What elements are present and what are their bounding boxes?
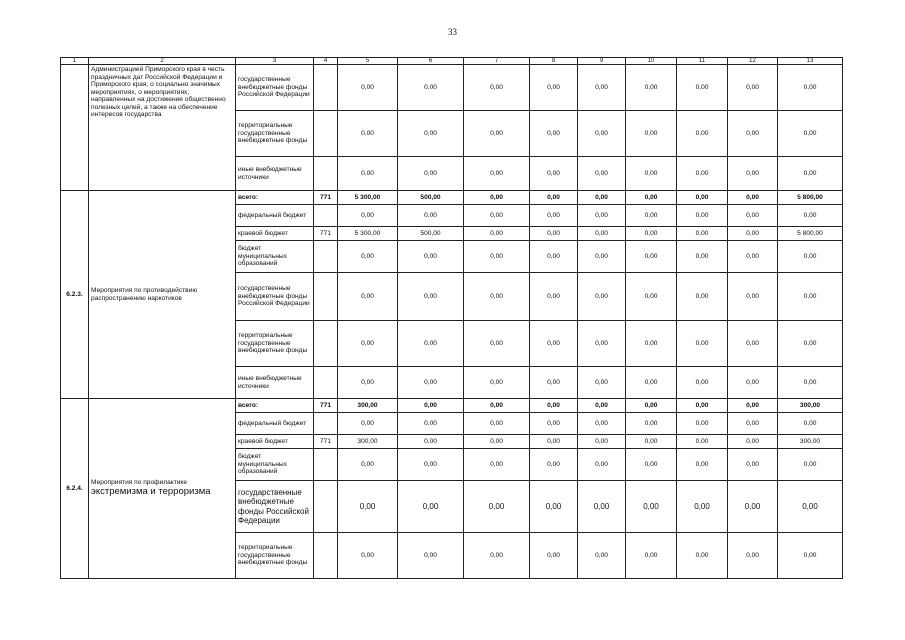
amount-cell: 0,00 [728,449,778,481]
amount-cell: 0,00 [530,157,578,191]
funding-source: иные внебюджетные источники [236,367,314,399]
amount-cell: 0,00 [578,227,626,241]
amount-cell: 0,00 [578,367,626,399]
column-header: 1 [61,58,89,65]
amount-cell: 0,00 [728,321,778,367]
table-body [61,65,843,579]
column-header: 11 [677,58,728,65]
amount-cell: 0,00 [728,191,778,205]
amount-cell: 0,00 [578,435,626,449]
amount-cell: 0,00 [778,65,843,111]
amount-cell: 0,00 [530,191,578,205]
section-name [89,65,236,191]
amount-cell: 500,00 [398,191,464,205]
amount-cell: 5 300,00 [338,227,398,241]
page-number: 33 [448,27,457,37]
column-header: 5 [338,58,398,65]
amount-cell: 0,00 [778,205,843,227]
amount-cell: 0,00 [778,273,843,321]
column-header: 8 [530,58,578,65]
amount-cell: 0,00 [338,321,398,367]
amount-cell: 0,00 [530,227,578,241]
amount-cell: 0,00 [398,157,464,191]
amount-cell: 0,00 [728,227,778,241]
amount-cell: 0,00 [626,413,677,435]
funding-source: территориальные государственные внебюджетные фонды [236,321,314,367]
amount-cell: 0,00 [578,157,626,191]
amount-cell: 0,00 [464,157,530,191]
amount-cell: 0,00 [338,65,398,111]
amount-cell: 0,00 [398,205,464,227]
amount-cell: 0,00 [578,111,626,157]
column-header: 4 [314,58,338,65]
amount-cell: 0,00 [728,367,778,399]
amount-cell: 0,00 [338,273,398,321]
amount-cell: 0,00 [728,273,778,321]
column-header: 7 [464,58,530,65]
amount-cell: 0,00 [578,273,626,321]
section-name [89,191,236,399]
amount-cell: 0,00 [398,435,464,449]
amount-cell: 0,00 [530,399,578,413]
amount-cell: 0,00 [530,413,578,435]
amount-cell: 0,00 [464,449,530,481]
amount-cell: 0,00 [578,399,626,413]
amount-cell: 0,00 [778,413,843,435]
amount-cell: 0,00 [398,273,464,321]
funding-source: государственные внебюджетные фонды Российской Федерации [236,273,314,321]
budget-code [314,449,338,481]
amount-cell: 0,00 [677,273,728,321]
amount-cell: 0,00 [464,533,530,579]
amount-cell: 0,00 [398,111,464,157]
funding-source: государственные внебюджетные фонды Российской Федерации [236,481,314,533]
funding-source: краевой бюджет [236,227,314,241]
amount-cell: 0,00 [677,191,728,205]
amount-cell: 300,00 [338,399,398,413]
amount-cell: 0,00 [677,399,728,413]
section-name-text: Мероприятия по противодействию распространению наркотиков [91,286,198,302]
amount-cell: 0,00 [677,205,728,227]
amount-cell: 0,00 [728,481,778,533]
amount-cell: 0,00 [530,435,578,449]
amount-cell: 0,00 [728,533,778,579]
amount-cell: 0,00 [578,241,626,273]
funding-source: федеральный бюджет [236,205,314,227]
amount-cell: 0,00 [677,413,728,435]
amount-cell: 0,00 [398,449,464,481]
amount-cell: 0,00 [338,111,398,157]
amount-cell: 0,00 [578,449,626,481]
amount-cell: 0,00 [728,65,778,111]
amount-cell: 0,00 [626,481,677,533]
header-row [61,58,843,65]
amount-cell: 0,00 [677,241,728,273]
budget-code [314,157,338,191]
amount-cell: 0,00 [778,157,843,191]
amount-cell: 0,00 [530,65,578,111]
section-code: 6.2.3. [61,191,89,399]
funding-source: государственные внебюджетные фонды Российской Федерации [236,65,314,111]
amount-cell: 0,00 [778,481,843,533]
amount-cell: 0,00 [677,533,728,579]
budget-code [314,241,338,273]
amount-cell: 0,00 [728,205,778,227]
amount-cell: 0,00 [338,449,398,481]
budget-code [314,273,338,321]
amount-cell: 0,00 [728,111,778,157]
amount-cell: 0,00 [578,481,626,533]
amount-cell: 0,00 [464,399,530,413]
amount-cell: 0,00 [338,241,398,273]
budget-table [60,57,843,579]
amount-cell: 0,00 [677,227,728,241]
amount-cell: 0,00 [626,399,677,413]
funding-source: краевой бюджет [236,435,314,449]
amount-cell: 0,00 [464,205,530,227]
table-row [61,191,843,205]
amount-cell: 0,00 [530,205,578,227]
column-header: 6 [398,58,464,65]
funding-source: бюджет муниципальных образований [236,241,314,273]
amount-cell: 0,00 [578,205,626,227]
amount-cell: 0,00 [626,367,677,399]
amount-cell: 0,00 [626,111,677,157]
budget-code: 771 [314,191,338,205]
amount-cell: 0,00 [626,191,677,205]
amount-cell: 0,00 [530,111,578,157]
amount-cell: 0,00 [626,321,677,367]
budget-code [314,413,338,435]
amount-cell: 0,00 [677,157,728,191]
amount-cell: 0,00 [464,227,530,241]
amount-cell: 0,00 [338,533,398,579]
budget-code [314,533,338,579]
amount-cell: 0,00 [338,157,398,191]
amount-cell: 0,00 [578,191,626,205]
amount-cell: 0,00 [578,533,626,579]
funding-source: всего: [236,399,314,413]
column-header: 3 [236,58,314,65]
amount-cell: 0,00 [728,157,778,191]
amount-cell: 0,00 [626,273,677,321]
budget-code: 771 [314,399,338,413]
amount-cell: 0,00 [626,241,677,273]
amount-cell: 0,00 [626,533,677,579]
section-name-text: Администрацией Приморского края в честь праздничных дат Российской Федерации и Приморского края, о социально значимых мероприятиях, о мероприятиях, направленных на достижение общественно полезных целей, а также на обеспечение интересов государства [91,66,226,119]
amount-cell: 0,00 [677,65,728,111]
amount-cell: 5 300,00 [338,191,398,205]
amount-cell: 0,00 [398,65,464,111]
amount-cell: 0,00 [677,367,728,399]
section-code: 6.2.4. [61,399,89,579]
amount-cell: 0,00 [530,481,578,533]
amount-cell: 0,00 [677,435,728,449]
amount-cell: 0,00 [626,65,677,111]
amount-cell: 0,00 [464,273,530,321]
amount-cell: 300,00 [778,435,843,449]
table-row [61,65,843,111]
amount-cell: 300,00 [338,435,398,449]
amount-cell: 0,00 [398,241,464,273]
column-header: 10 [626,58,677,65]
budget-code: 771 [314,227,338,241]
amount-cell: 0,00 [338,481,398,533]
funding-source: бюджет муниципальных образований [236,449,314,481]
section-name-large-text: экстремизма и терроризма [91,485,211,497]
amount-cell: 0,00 [626,205,677,227]
amount-cell: 0,00 [578,321,626,367]
amount-cell: 0,00 [398,481,464,533]
funding-source: территориальные государственные внебюджетные фонды [236,111,314,157]
amount-cell: 0,00 [626,449,677,481]
amount-cell: 0,00 [398,321,464,367]
amount-cell: 0,00 [677,321,728,367]
budget-code: 771 [314,435,338,449]
amount-cell: 0,00 [728,399,778,413]
table-row [61,399,843,413]
column-header: 9 [578,58,626,65]
amount-cell: 0,00 [530,533,578,579]
budget-code [314,205,338,227]
amount-cell: 0,00 [728,435,778,449]
budget-code [314,321,338,367]
column-header: 12 [728,58,778,65]
funding-source: иные внебюджетные источники [236,157,314,191]
section-code [61,65,89,191]
amount-cell: 0,00 [464,413,530,435]
amount-cell: 0,00 [530,321,578,367]
budget-code [314,111,338,157]
amount-cell: 0,00 [464,241,530,273]
amount-cell: 0,00 [464,321,530,367]
amount-cell: 500,00 [398,227,464,241]
funding-source: федеральный бюджет [236,413,314,435]
amount-cell: 0,00 [530,241,578,273]
amount-cell: 0,00 [530,367,578,399]
amount-cell: 0,00 [398,367,464,399]
amount-cell: 0,00 [464,367,530,399]
amount-cell: 5 800,00 [778,191,843,205]
amount-cell: 0,00 [677,481,728,533]
amount-cell: 0,00 [578,65,626,111]
funding-source: всего: [236,191,314,205]
amount-cell: 0,00 [530,449,578,481]
amount-cell: 0,00 [530,273,578,321]
amount-cell: 0,00 [398,533,464,579]
amount-cell: 0,00 [464,191,530,205]
amount-cell: 0,00 [464,65,530,111]
amount-cell: 0,00 [464,481,530,533]
amount-cell: 0,00 [778,367,843,399]
amount-cell: 0,00 [778,241,843,273]
column-header: 2 [89,58,236,65]
budget-code [314,65,338,111]
amount-cell: 0,00 [338,413,398,435]
amount-cell: 0,00 [398,413,464,435]
amount-cell: 0,00 [626,227,677,241]
amount-cell: 0,00 [398,399,464,413]
amount-cell: 0,00 [464,111,530,157]
amount-cell: 0,00 [626,157,677,191]
amount-cell: 0,00 [626,435,677,449]
section-name-text: Мероприятия по профилактике [91,479,188,487]
amount-cell: 0,00 [464,435,530,449]
amount-cell: 0,00 [778,321,843,367]
amount-cell: 0,00 [677,449,728,481]
amount-cell: 0,00 [728,413,778,435]
amount-cell: 0,00 [677,111,728,157]
column-header: 13 [778,58,843,65]
amount-cell: 0,00 [728,241,778,273]
budget-code [314,481,338,533]
funding-source: территориальные государственные внебюджетные фонды [236,533,314,579]
amount-cell: 0,00 [338,367,398,399]
amount-cell: 0,00 [778,449,843,481]
amount-cell: 300,00 [778,399,843,413]
amount-cell: 0,00 [778,533,843,579]
budget-code [314,367,338,399]
section-name [89,399,236,579]
amount-cell: 0,00 [778,111,843,157]
amount-cell: 0,00 [578,413,626,435]
amount-cell: 5 800,00 [778,227,843,241]
amount-cell: 0,00 [338,205,398,227]
